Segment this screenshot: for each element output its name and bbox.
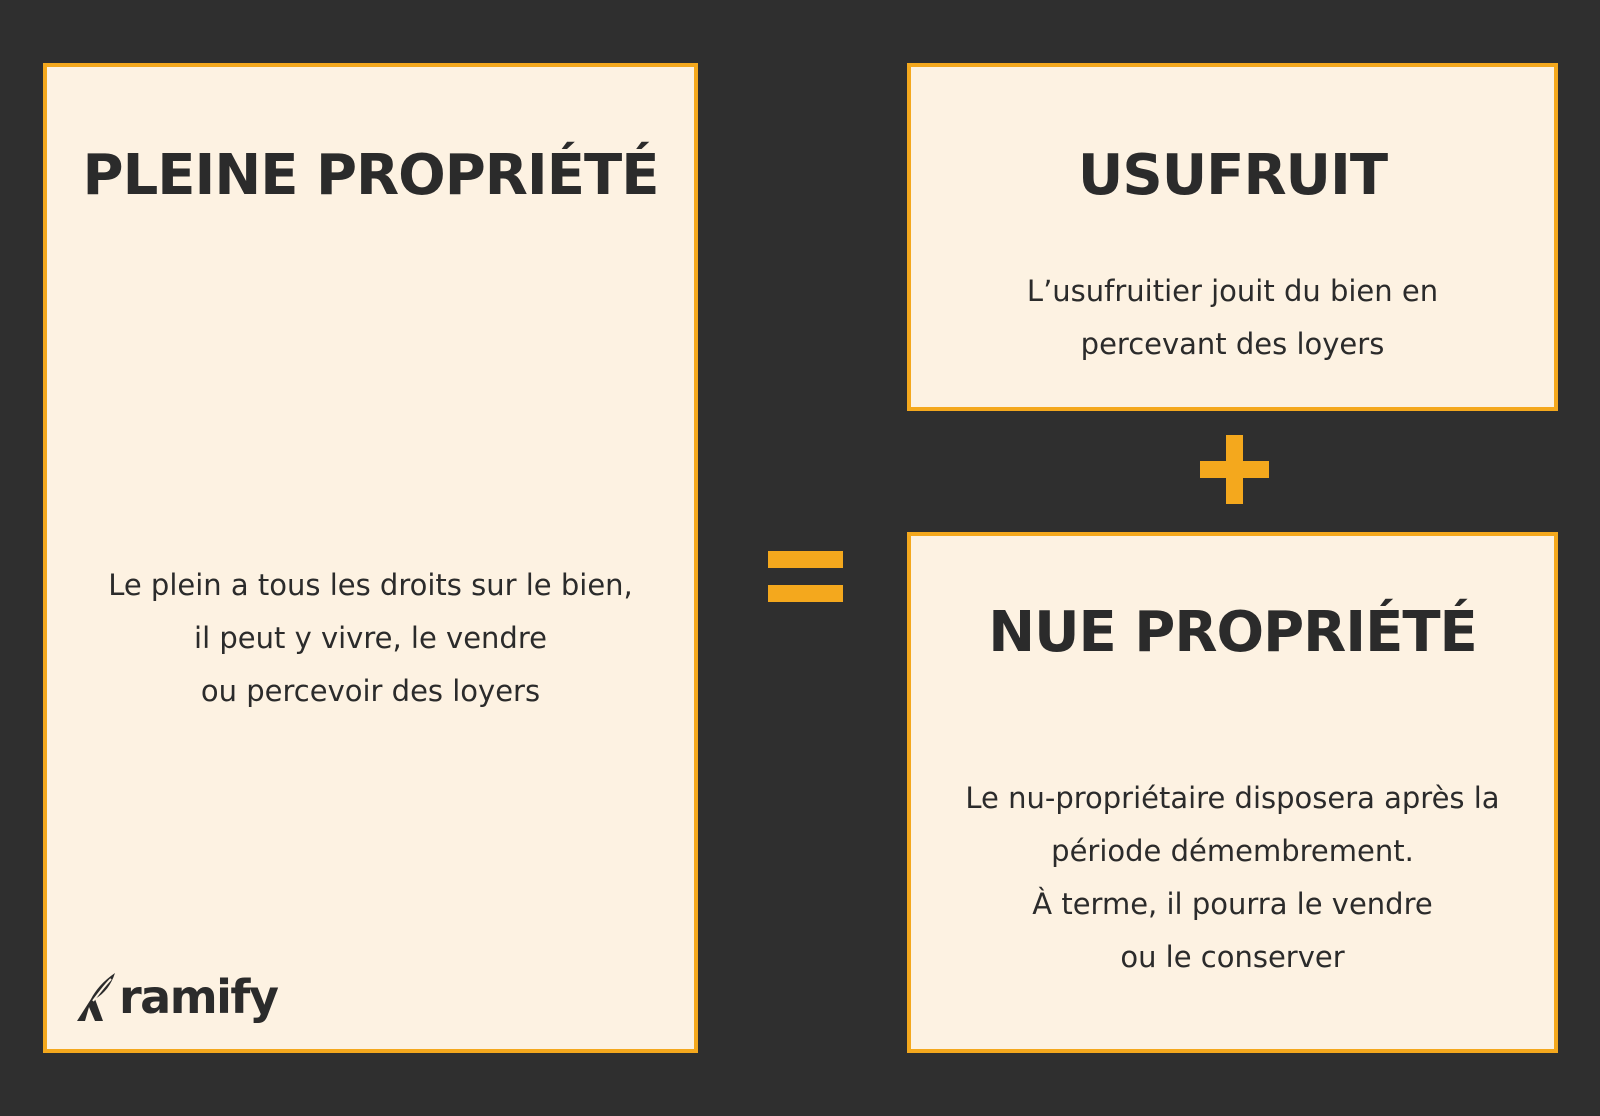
usufruit-card xyxy=(907,63,1558,411)
nue-propriete-line: Le nu-propriétaire disposera après la xyxy=(965,781,1500,815)
pleine-propriete-line: il peut y vivre, le vendre xyxy=(194,621,547,655)
pleine-propriete-title: PLEINE PROPRIÉTÉ xyxy=(82,143,659,208)
usufruit-line: L’usufruitier jouit du bien en xyxy=(1026,274,1439,308)
nue-propriete-title: NUE PROPRIÉTÉ xyxy=(988,600,1477,665)
ramify-logo xyxy=(73,967,277,1027)
pleine-propriete-card xyxy=(43,63,698,1053)
usufruit-description xyxy=(911,265,1554,371)
usufruit-line: percevant des loyers xyxy=(1080,327,1385,361)
pleine-propriete-line: ou percevoir des loyers xyxy=(200,674,541,708)
equals-sign-icon xyxy=(768,551,843,568)
pleine-propriete-description xyxy=(47,559,694,718)
equals-sign-icon xyxy=(768,585,843,602)
ramify-logo-text: ramify xyxy=(119,970,278,1024)
nue-propriete-line: À terme, il pourra le vendre xyxy=(1032,887,1433,921)
ramify-leaf-icon xyxy=(73,971,117,1023)
nue-propriete-line: ou le conserver xyxy=(1120,940,1345,974)
nue-propriete-card xyxy=(907,532,1558,1053)
nue-propriete-description xyxy=(911,772,1554,984)
nue-propriete-line: période démembrement. xyxy=(1051,834,1414,868)
pleine-propriete-line: Le plein a tous les droits sur le bien, xyxy=(108,568,633,602)
usufruit-title: USUFRUIT xyxy=(1077,143,1388,208)
plus-sign-icon xyxy=(1226,435,1243,504)
